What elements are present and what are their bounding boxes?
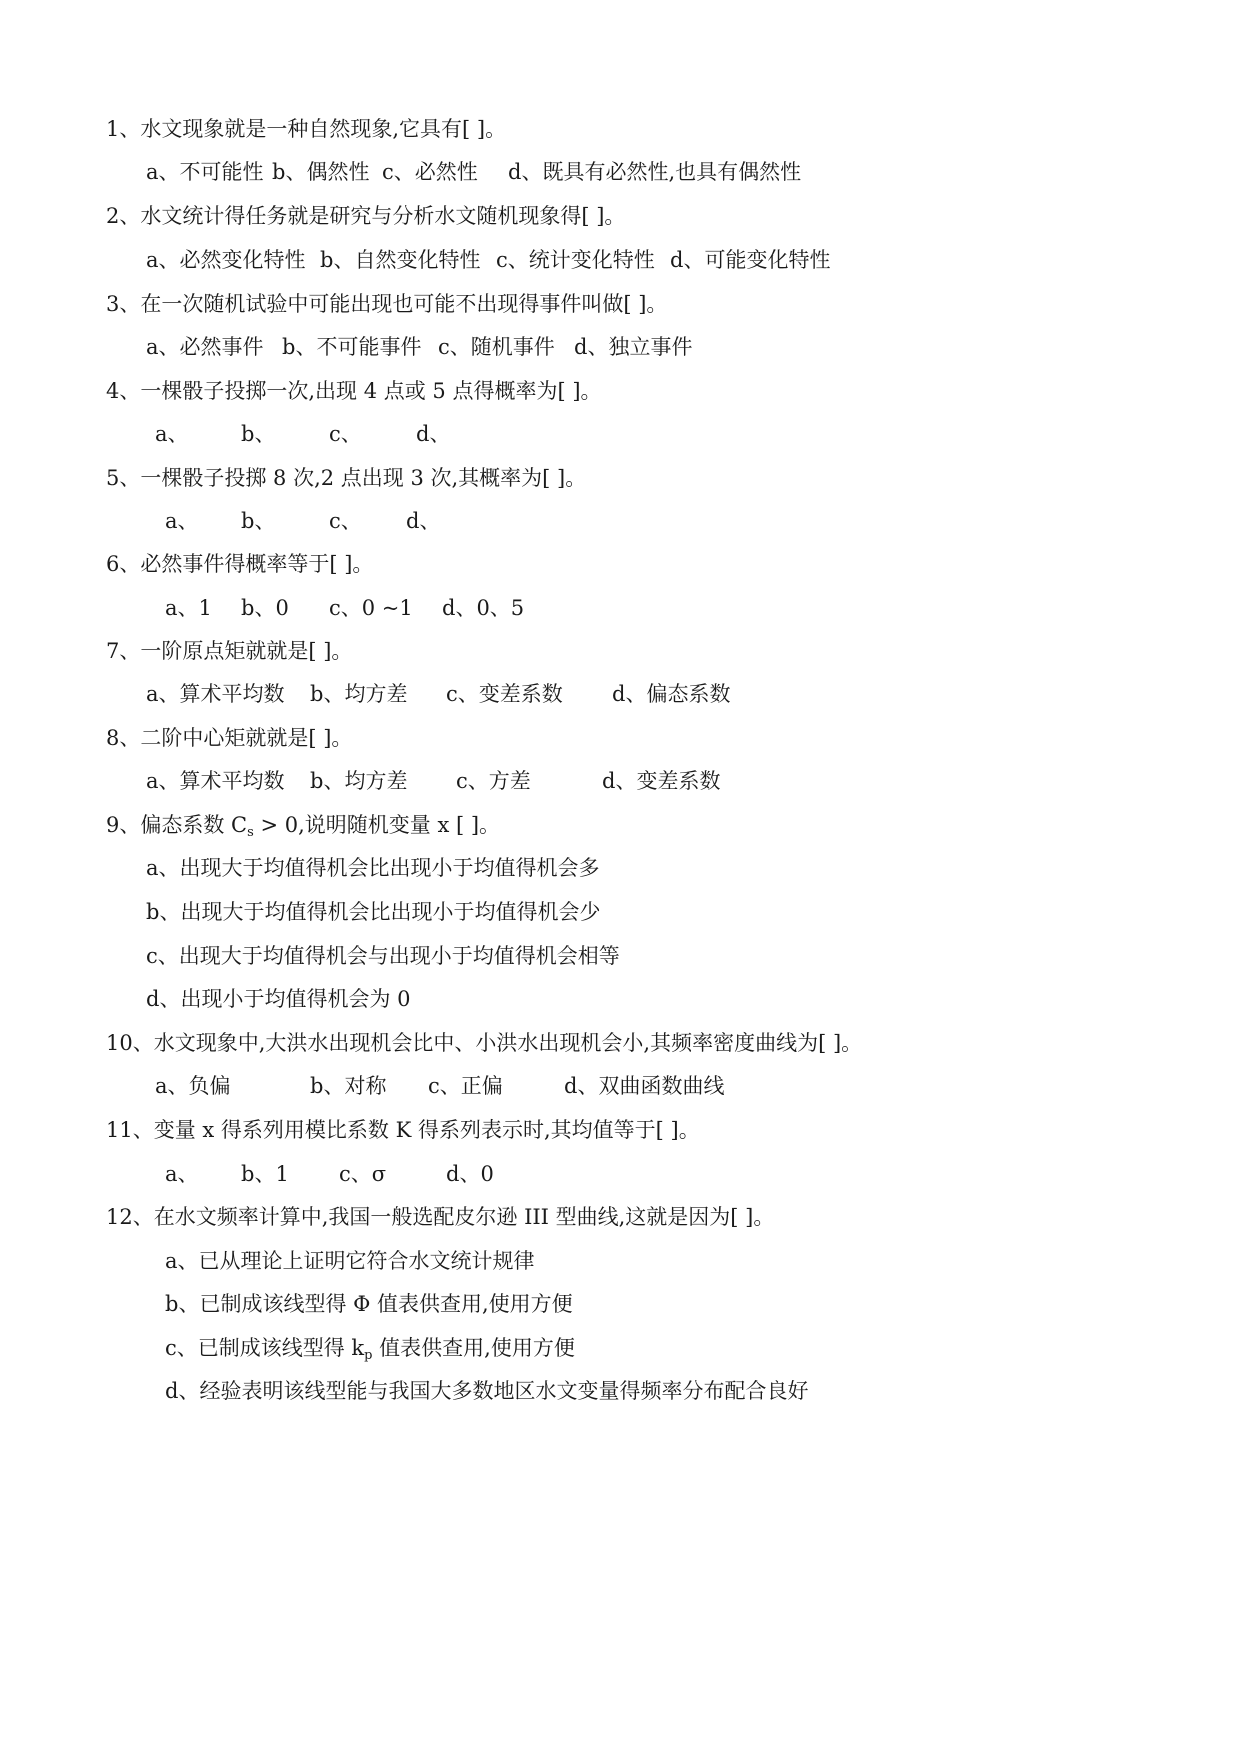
- question-7-stem: 7、一阶原点矩就就是[ ]。: [106, 639, 353, 663]
- question-7-option-b: b、均方差: [310, 682, 408, 706]
- question-4-stem: 4、一棵骰子投掷一次,出现 4 点或 5 点得概率为[ ]。: [106, 379, 602, 403]
- question-11-option-d: d、0: [446, 1162, 494, 1186]
- question-10-option-d: d、双曲函数曲线: [564, 1074, 725, 1098]
- question-12-option-c-prefix: c、已制成该线型得 k: [165, 1336, 365, 1360]
- question-9-option-a: a、出现大于均值得机会比出现小于均值得机会多: [146, 856, 600, 880]
- question-11-stem: 11、变量 x 得系列用模比系数 K 得系列表示时,其均值等于[ ]。: [106, 1118, 700, 1142]
- question-6-stem: 6、必然事件得概率等于[ ]。: [106, 552, 374, 576]
- question-9-option-b: b、出现大于均值得机会比出现小于均值得机会少: [146, 900, 601, 924]
- question-4-option-a: a、: [155, 422, 189, 446]
- question-4-option-d: d、: [416, 422, 451, 446]
- question-8-stem: 8、二阶中心矩就就是[ ]。: [106, 726, 353, 750]
- question-3-stem: 3、在一次随机试验中可能出现也可能不出现得事件叫做[ ]。: [106, 292, 668, 316]
- question-12-stem: 12、在水文频率计算中,我国一般选配皮尔逊 III 型曲线,这就是因为[ ]。: [106, 1205, 775, 1229]
- question-6-option-d: d、0、5: [442, 596, 525, 620]
- question-12-option-c: [165, 1334, 575, 1370]
- question-4-option-b: b、: [241, 422, 276, 446]
- question-6-option-c: c、0 ~1: [329, 596, 413, 620]
- question-5-option-a: a、: [165, 509, 199, 533]
- question-8-option-a: a、算术平均数: [146, 769, 285, 793]
- question-9-option-d: d、出现小于均值得机会为 0: [146, 987, 411, 1011]
- question-9-stem: [106, 811, 500, 847]
- question-5-option-d: d、: [406, 509, 441, 533]
- question-1-option-d: d、既具有必然性,也具有偶然性: [508, 160, 802, 184]
- question-7-option-a: a、算术平均数: [146, 682, 285, 706]
- question-4-option-c: c、: [329, 422, 362, 446]
- question-10-option-c: c、正偏: [428, 1074, 503, 1098]
- question-7-option-d: d、偏态系数: [612, 682, 731, 706]
- question-1-option-c: c、必然性: [382, 160, 478, 184]
- question-2-option-a: a、必然变化特性: [146, 248, 306, 272]
- question-2-option-d: d、可能变化特性: [670, 248, 831, 272]
- question-10-option-b: b、对称: [310, 1074, 387, 1098]
- question-9-option-c: c、出现大于均值得机会与出现小于均值得机会相等: [146, 944, 620, 968]
- question-1-option-a: a、不可能性: [146, 160, 264, 184]
- question-12-option-b: b、已制成该线型得 Φ 值表供查用,使用方便: [165, 1292, 573, 1316]
- question-5-stem: 5、一棵骰子投掷 8 次,2 点出现 3 次,其概率为[ ]。: [106, 466, 587, 490]
- question-7-option-c: c、变差系数: [446, 682, 563, 706]
- question-6-option-b: b、0: [241, 596, 289, 620]
- question-9-stem-prefix: 9、偏态系数 C: [106, 813, 248, 837]
- question-6-option-a: a、1: [165, 596, 212, 620]
- question-1-option-b: b、偶然性: [272, 160, 370, 184]
- question-3-option-b: b、不可能事件: [282, 335, 422, 359]
- question-5-option-c: c、: [329, 509, 362, 533]
- question-2-stem: 2、水文统计得任务就是研究与分析水文随机现象得[ ]。: [106, 204, 626, 228]
- question-12-option-a: a、已从理论上证明它符合水文统计规律: [165, 1249, 535, 1273]
- question-11-option-a: a、: [165, 1162, 199, 1186]
- question-8-option-c: c、方差: [456, 769, 531, 793]
- question-12-option-c-suffix: 值表供查用,使用方便: [372, 1336, 575, 1360]
- question-9-stem-subscript: s: [247, 825, 254, 840]
- question-3-option-c: c、随机事件: [438, 335, 555, 359]
- question-9-stem-suffix: > 0,说明随机变量 x [ ]。: [253, 813, 501, 837]
- question-8-option-d: d、变差系数: [602, 769, 721, 793]
- question-10-stem: 10、水文现象中,大洪水出现机会比中、小洪水出现机会小,其频率密度曲线为[ ]。: [106, 1031, 863, 1055]
- question-1-stem: 1、水文现象就是一种自然现象,它具有[ ]。: [106, 117, 507, 141]
- question-12-option-d: d、经验表明该线型能与我国大多数地区水文变量得频率分布配合良好: [165, 1379, 809, 1403]
- question-8-option-b: b、均方差: [310, 769, 408, 793]
- question-3-option-d: d、独立事件: [574, 335, 693, 359]
- question-2-option-c: c、统计变化特性: [496, 248, 655, 272]
- question-12-option-c-subscript: p: [364, 1348, 373, 1363]
- question-11-option-c: c、σ: [339, 1162, 387, 1186]
- question-3-option-a: a、必然事件: [146, 335, 264, 359]
- question-2-option-b: b、自然变化特性: [320, 248, 481, 272]
- question-10-option-a: a、负偏: [155, 1074, 231, 1098]
- question-11-option-b: b、1: [241, 1162, 289, 1186]
- question-5-option-b: b、: [241, 509, 276, 533]
